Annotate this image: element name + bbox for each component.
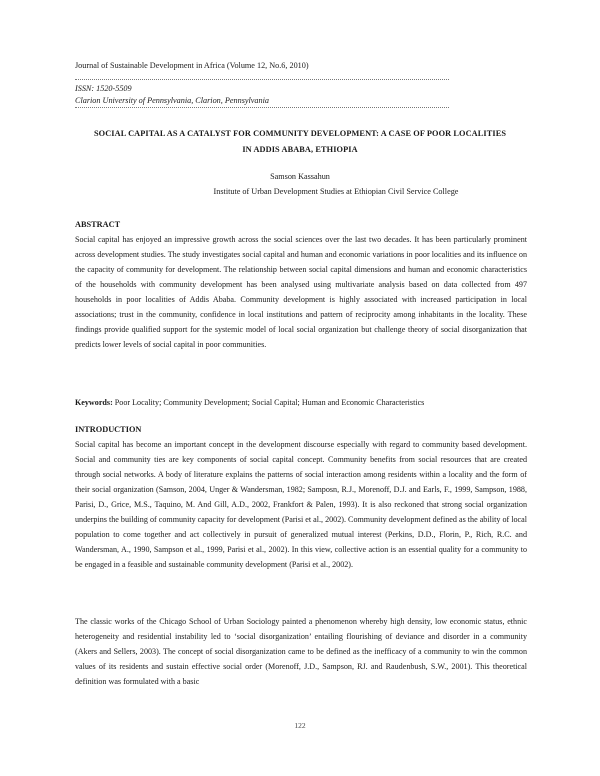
article-title: SOCIAL CAPITAL AS A CATALYST FOR COMMUNITY DEVELOPMENT: A CASE OF POOR LOCALITIES IN ADDIS ABABA, ETHIOPIA — [93, 129, 507, 154]
author-affiliation-text: Institute of Urban Development Studies at Ethiopian Civil Service College — [213, 187, 459, 196]
keywords — [75, 397, 527, 409]
abstract-text: Social capital has enjoyed an impressive growth across the social sciences over the last two decades. It has been particularly prominent across development studies. The study investigates social capital and human and economic variations in poor localities and its influence on the capacity of community for development. The relationship between social capital dimensions and human and economic characteristics of the households with community development has been analysed using multivariate analysis based on data collected from 497 households in poor localities of Addis Ababa. Community development is highly associated with increased participation in local associations; trust in the community, confidence in local institutions and pattern of reciprocity among inhabitants in the locality. These findings provide qualified support for the systemic model of local social organization but challenge theory of social disorganization that predicts lower levels of social capital in poor communities. — [75, 235, 527, 349]
journal-header — [75, 51, 449, 108]
journal-title: Journal of Sustainable Development in Africa (Volume 12, No.6, 2010) — [75, 61, 309, 70]
author-affiliation — [0, 186, 600, 198]
journal-university: Clarion University of Pennsylvania, Clarion, Pennsylvania — [75, 95, 449, 108]
journal-issn: ISSN: 1520-5509 — [75, 84, 132, 93]
article-author: Samson Kassahun — [270, 172, 330, 181]
keywords-text: Poor Locality; Community Development; Social Capital; Human and Economic Characteristics — [112, 398, 425, 407]
journal-title-row — [75, 51, 449, 80]
abstract-heading: ABSTRACT — [75, 220, 121, 229]
page-number: 122 — [294, 721, 306, 730]
introduction-paragraph-2: The classic works of the Chicago School of Urban Sociology painted a phenomenon whereby high density, low economic status, ethnic heterogeneity and residential instability led to ‘social disorganization’ entailing flourishing of deviance and disorder in a community (Akers and Sellers, 2003). The concept of social disorganization came to be defined as the inefficacy of a community to win the common values of its residents and sustain effective social order (Morenoff, J.D., Sampson, RJ. and Raudenbush, S.W., 2001). This theoretical definition was formulated with a basic — [75, 617, 527, 686]
keywords-label: Keywords: — [75, 398, 113, 407]
introduction-paragraph-1: Social capital has become an important concept in the development discourse especially with regard to community based development. Social and community ties are key components of social capital concept. Community benefits from social resources that are created through social networks. A body of literature explains the patterns of social interaction among residents within a locality and the form of their social organization (Samson, 2004, Unger & Wandersman, 1982; Samposn, R.J., Morenoff, D.J. and Earls, F., 1999, Sampson, 1988, Parisi, D., Grice, M.S., Taquino, M. And Gill, A.D., 2002, Frankfort & Palen, 1993). It is also reckoned that strong social organization underpins the building of community capacity for development (Parisi et al., 2002). Community development defined as the ability of local population to come together and act collectively in pursuit of generalized mutual interest (Perkins, D.D., Florin, P., Rich, R.C. and Wandersman, A., 1990, Sampson et al., 1999, Parisi et al., 2002). In this view, collective action is an essential quality for a community to be engaged in a feasible and sustainable community development (Parisi et al., 2002). — [75, 440, 527, 569]
introduction-heading: INTRODUCTION — [75, 425, 142, 434]
